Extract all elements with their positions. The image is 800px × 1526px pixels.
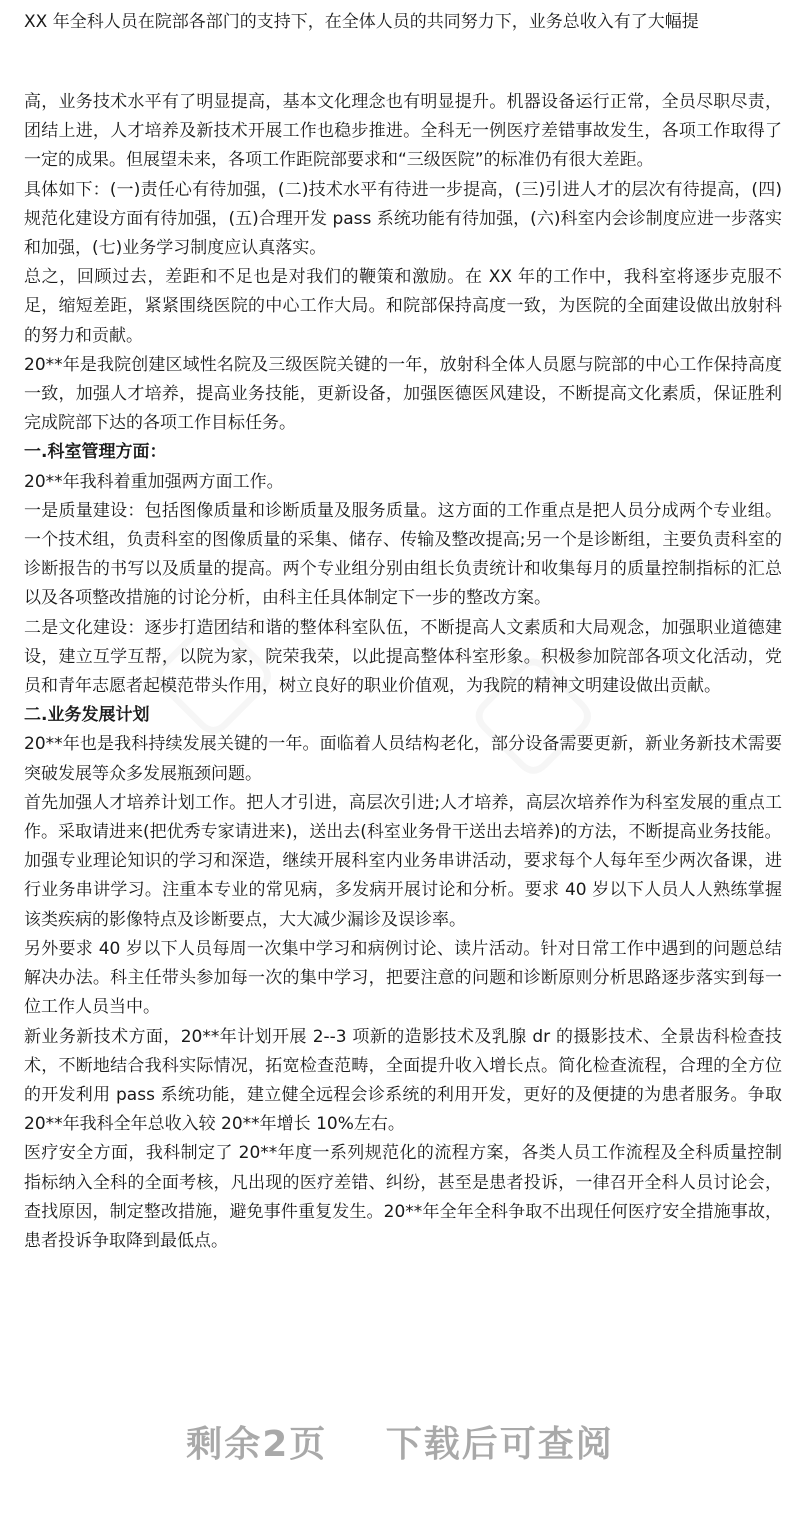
paragraph: 二是文化建设：逐步打造团结和谐的整体科室队伍，不断提高人文素质和大局观念，加强职业道德建设，建立互学互帮，以院为家，院荣我荣，以此提高整体科室形象。积极参加院部各项文化活动，党员和青年志愿者起模范带头作用，树立良好的职业价值观，为我院的精神文明建设做出贡献。 <box>24 617 782 697</box>
paragraph: 总之，回顾过去，差距和不足也是对我们的鞭策和激励。在 XX 年的工作中，我科室将逐步克服不足，缩短差距，紧紧围绕医院的中心工作大局。和院部保持高度一致，为医院的全面建设做出放射科的努力和贡献。 <box>24 267 782 346</box>
paragraph: 首先加强人才培养计划工作。把人才引进，高层次引进;人才培养，高层次培养作为科室发展的重点工作。采取请进来(把优秀专家请进来)，送出去(科室业务骨干送出去培养)的方法，不断提高业务技能。 <box>24 792 782 843</box>
paragraph: 另外要求 40 岁以下人员每周一次集中学习和病例讨论、读片活动。针对日常工作中遇到的问题总结解决办法。科主任带头参加每一次的集中学习，把要注意的问题和诊断原则分析思路逐步落实到每一位工作人员当中。 <box>24 938 782 1018</box>
remaining-pages-label: 剩余2页 <box>186 1424 328 1465</box>
paragraph: 具体如下：(一)责任心有待加强，(二)技术水平有待进一步提高，(三)引进人才的层次有待提高，(四)规范化建设方面有待加强，(五)合理开发 pass 系统功能有待加强，(六)科室内会诊制度应进一步落实和加强，(七)业务学习制度应认真落实。 <box>24 179 782 259</box>
paragraph: 一是质量建设：包括图像质量和诊断质量及服务质量。这方面的工作重点是把人员分成两个专业组。一个技术组，负责科室的图像质量的采集、储存、传输及整改提高;另一个是诊断组，主要负责科室的诊断报告的书写以及质量的提高。两个专业组分别由组长负责统计和收集每月的质量控制指标的汇总以及各项整改措施的讨论分析，由科主任具体制定下一步的整改方案。 <box>24 500 782 609</box>
paragraph: 20**年是我院创建区域性名院及三级医院关键的一年，放射科全体人员愿与院部的中心工作保持高度一致，加强人才培养，提高业务技能，更新设备，加强医德医风建设，不断提高文化素质，保证胜利完成院部下达的各项工作目标任务。 <box>24 354 782 434</box>
paragraph: 加强专业理论知识的学习和深造，继续开展科室内业务串讲活动，要求每个人每年至少两次备课，进行业务串讲学习。注重本专业的常见病，多发病开展讨论和分析。要求 40 岁以下人员人人熟练掌握该类疾病的影像特点及诊断要点，大大减少漏诊及误诊率。 <box>24 851 782 930</box>
document-body <box>24 88 782 1256</box>
paragraph: 新业务新技术方面，20**年计划开展 2--3 项新的造影技术及乳腺 dr 的摄影技术、全景齿科检查技术，不断地结合我科实际情况，拓宽检查范畴，全面提升收入增长点。简化检查流程，合理的全方位的开发利用 pass 系统功能，建立健全远程会诊系统的利用开发，更好的及便捷的为患者服务。争取 20**年我科全年总收入较 20**年增长 10%左右。 <box>24 1026 782 1135</box>
section-heading: 二.业务发展计划 <box>24 705 150 726</box>
paragraph: 20**年也是我科持续发展关键的一年。面临着人员结构老化，部分设备需要更新，新业务新技术需要突破发展等众多发展瓶颈问题。 <box>24 734 782 784</box>
download-prompt[interactable] <box>0 1416 800 1467</box>
paragraph: 高，业务技术水平有了明显提高，基本文化理念也有明显提升。机器设备运行正常，全员尽职尽责，团结上进，人才培养及新技术开展工作也稳步推进。全科无一例医疗差错事故发生，各项工作取得了一定的成果。但展望未来，各项工作距院部要求和“三级医院”的标准仍有很大差距。 <box>24 92 782 171</box>
paragraph: 医疗安全方面，我科制定了 20**年度一系列规范化的流程方案，各类人员工作流程及全科质量控制指标纳入全科的全面考核，凡出现的医疗差错、纠纷，甚至是患者投诉，一律召开全科人员讨论会，查找原因，制定整改措施，避免事件重复发生。20**年全年全科争取不出现任何医疗安全措施事故，患者投诉争取降到最低点。 <box>24 1143 782 1251</box>
paragraph: 20**年我科着重加强两方面工作。 <box>24 471 284 492</box>
download-to-view-label: 下载后可查阅 <box>385 1424 614 1465</box>
document-first-line: XX 年全科人员在院部各部门的支持下，在全体人员的共同努力下，业务总收入有了大幅提 <box>24 12 699 32</box>
section-heading: 一.科室管理方面： <box>24 442 167 463</box>
